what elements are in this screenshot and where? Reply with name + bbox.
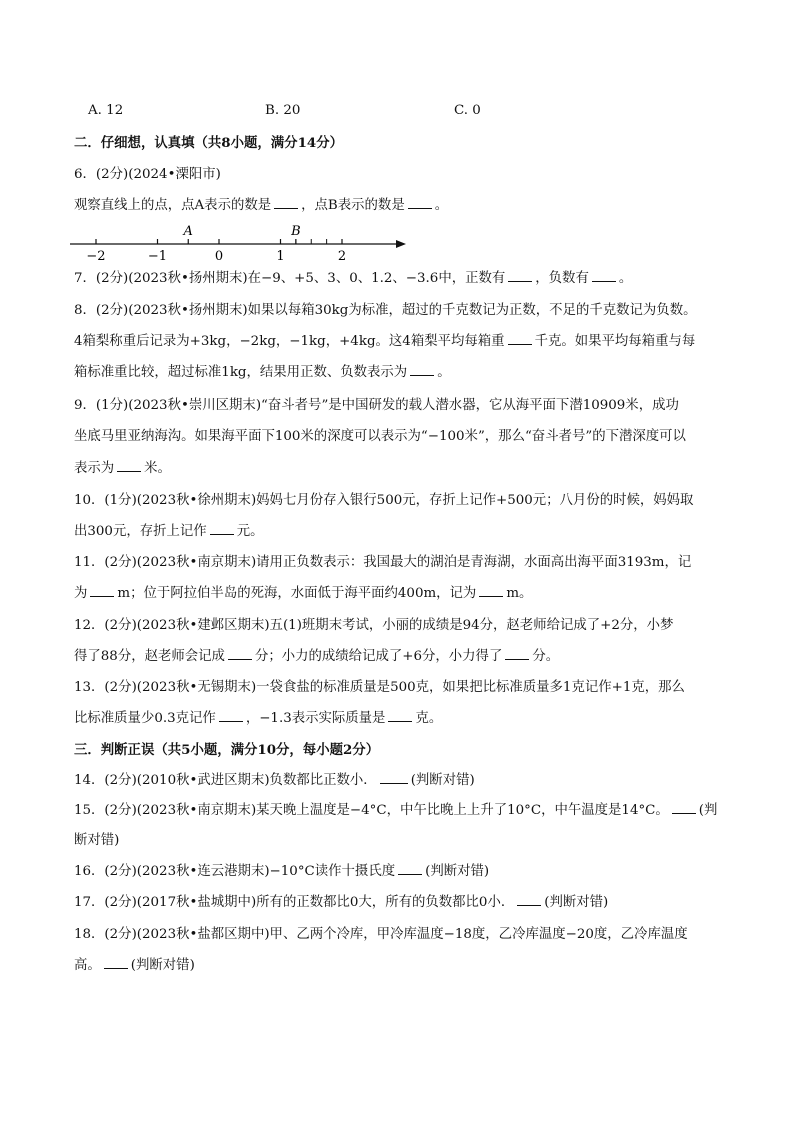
answer-blank[interactable] [228, 647, 252, 660]
q7-text-a: 7．(2分)(2023秋•扬州期末)在−9、+5、3、0、1.2、−3.6中，正数有 [74, 271, 506, 286]
q8-text-b: 千克。如果平均每箱重与每 [534, 334, 696, 349]
section-3-heading: 三．判断正误（共5小题，满分10分，每小题2分） [74, 742, 380, 758]
q12-text-c: 分。 [532, 649, 560, 664]
q7-text-c: 。 [618, 271, 633, 286]
q15-line-1 [74, 801, 717, 821]
q16-line [74, 862, 489, 882]
q12-text-b: 分；小力的成绩给记成了+6分，小力得了 [254, 649, 503, 664]
q11-text-c: m。 [506, 586, 533, 601]
q18-line-1: 18．(2分)(2023秋•盐都区期中)甲、乙两个冷库，甲冷库温度−18度，乙冷库温度−20度，乙冷库温度 [74, 927, 688, 942]
q9-line-1: 9．(1分)(2023秋•崇川区期末)“奋斗者号”是中国研发的载人潜水器，它从海平面下潜10909米，成功 [74, 398, 679, 413]
q6-head: 6．(2分)(2024•溧阳市) [74, 167, 221, 182]
answer-blank[interactable] [274, 196, 298, 209]
q9-line-3 [74, 459, 171, 479]
answer-blank[interactable] [398, 862, 422, 875]
answer-blank[interactable] [410, 363, 434, 376]
number-line-labels [86, 249, 346, 264]
q10-line-2 [74, 522, 263, 542]
q11-text-b: m；位于阿拉伯半岛的死海，水面低于海平面约400m，记为 [117, 586, 477, 601]
number-line-point-label: B [291, 224, 301, 239]
answer-blank[interactable] [380, 771, 408, 784]
q12-line-1: 12．(2分)(2023秋•建邺区期末)五(1)班期末考试，小丽的成绩是94分，赵老师给记成了+2分，小梦 [74, 618, 674, 633]
q17-text-b: (判断对错) [544, 895, 609, 910]
q15-line-2: 断对错) [74, 833, 120, 848]
number-line [66, 220, 416, 268]
q13-text-a: 比标准质量少0.3克记作 [74, 711, 216, 726]
q16-text-a: 16．(2分)(2023秋•连云港期末)−10°C读作十摄氏度 [74, 864, 396, 879]
q13-line-2 [74, 709, 442, 729]
answer-blank[interactable] [104, 956, 128, 969]
q14-line [74, 771, 475, 791]
q13-text-b: ，−1.3表示实际质量是 [245, 711, 386, 726]
answer-blank[interactable] [672, 801, 696, 814]
answer-blank[interactable] [592, 269, 616, 282]
q9-text-b: 米。 [144, 461, 171, 476]
answer-blank[interactable] [210, 522, 234, 535]
q7-text-b: ，负数有 [535, 271, 589, 286]
q15-text-a: 15．(2分)(2023秋•南京期末)某天晚上温度是−4°C，中午比晚上上升了10°C，中午温度是14°C。 [74, 803, 669, 818]
answer-blank[interactable] [508, 269, 532, 282]
number-line-point-label: A [183, 224, 193, 239]
q18-text-b: (判断对错) [130, 958, 195, 973]
option-c: C. 0 [454, 103, 481, 118]
answer-blank[interactable] [479, 584, 503, 597]
answer-blank[interactable] [508, 332, 532, 345]
q11-line-2 [74, 584, 532, 604]
q10-line-1: 10．(1分)(2023秋•徐州期末)妈妈七月份存入银行500元，存折上记作+500元；八月份的时候，妈妈取 [74, 493, 694, 508]
answer-blank[interactable] [219, 709, 243, 722]
q9-line-2: 坐底马里亚纳海沟。如果海平面下100米的深度可以表示为“−100米”，那么“奋斗者号”的下潜深度可以 [74, 429, 686, 444]
q7-line [74, 269, 632, 289]
number-line-tick-label: 0 [214, 249, 224, 264]
q10-text-b: 元。 [236, 524, 264, 539]
answer-blank[interactable] [408, 196, 432, 209]
number-line-tick-label: −2 [86, 249, 106, 264]
q6-text [74, 196, 448, 216]
answer-blank[interactable] [388, 709, 412, 722]
q10-text-a: 出300元，存折上记作 [74, 524, 207, 539]
section-2-heading: 二．仔细想，认真填（共8小题，满分14分） [74, 135, 343, 151]
number-line-tick-label: 1 [276, 249, 285, 264]
q16-text-b: (判断对错) [425, 864, 490, 879]
q18-line-2 [74, 956, 195, 976]
option-a: A. 12 [88, 103, 124, 118]
q11-text-a: 为 [74, 586, 88, 601]
q14-text-a: 14．(2分)(2010秋•武进区期末)负数都比正数小． [74, 773, 377, 788]
q8-line-2 [74, 332, 695, 352]
answer-blank[interactable] [117, 459, 141, 472]
q13-line-1: 13．(2分)(2023秋•无锡期末)一袋食盐的标准质量是500克，如果把比标准质量多1克记作+1克，那么 [74, 680, 685, 695]
q17-text-a: 17．(2分)(2017秋•盐城期中)所有的正数都比0大，所有的负数都比0小． [74, 895, 515, 910]
q15-text-b: (判 [698, 803, 718, 818]
q9-text-a: 表示为 [74, 461, 115, 476]
q6-text-a: 观察直线上的点，点A表示的数是 [74, 198, 272, 213]
q18-text-a: 高。 [74, 958, 101, 973]
q8-line-3 [74, 363, 451, 383]
option-b: B. 20 [265, 103, 301, 118]
q8-text-a: 4箱梨称重后记录为+3kg，−2kg，−1kg，+4kg。这4箱梨平均每箱重 [74, 334, 505, 349]
q13-text-c: 克。 [415, 711, 443, 726]
q12-text-a: 得了88分，赵老师会记成 [74, 649, 225, 664]
number-line-arrow [396, 240, 406, 248]
q14-text-b: (判断对错) [410, 773, 475, 788]
number-line-ticks [96, 239, 342, 244]
q12-line-2 [74, 647, 559, 667]
number-line-points [183, 224, 301, 244]
q6-text-b: ，点B表示的数是 [301, 198, 405, 213]
q8-text-d: 。 [437, 365, 451, 380]
q17-line [74, 893, 608, 913]
q6-text-c: 。 [434, 198, 449, 213]
number-line-tick-label: −1 [147, 249, 168, 264]
answer-blank[interactable] [505, 647, 529, 660]
q8-text-c: 箱标准重比较，超过标准1kg，结果用正数、负数表示为 [74, 365, 408, 380]
q8-line-1: 8．(2分)(2023秋•扬州期末)如果以每箱30kg为标准，超过的千克数记为正数，不足的千克数记为负数。 [74, 303, 697, 318]
q5-options [88, 101, 481, 121]
answer-blank[interactable] [517, 893, 541, 906]
number-line-tick-label: 2 [337, 249, 347, 264]
answer-blank[interactable] [90, 584, 114, 597]
q11-line-1: 11．(2分)(2023秋•南京期末)请用正负数表示：我国最大的湖泊是青海湖，水面高出海平面3193m，记 [74, 555, 692, 570]
